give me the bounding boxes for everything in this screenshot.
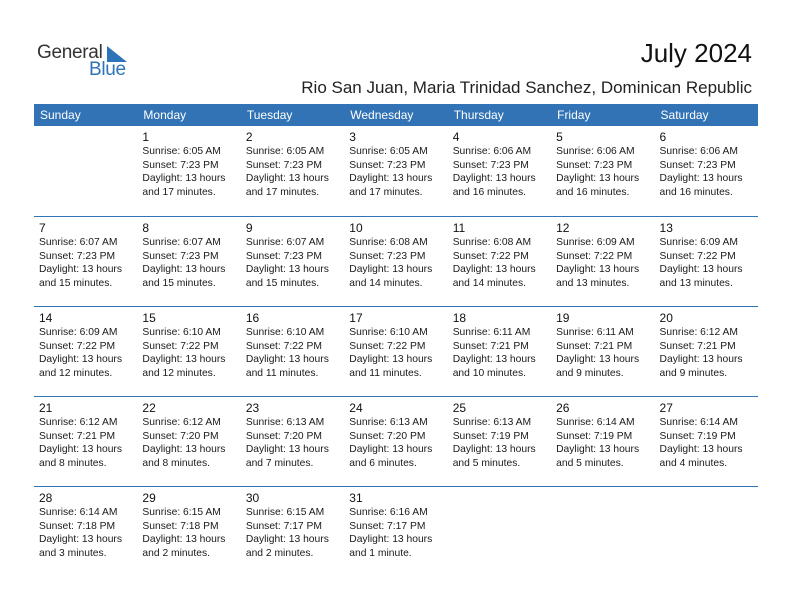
daylight-minutes-text: and 16 minutes. <box>659 186 733 198</box>
daylight-minutes-text: and 17 minutes. <box>245 186 320 198</box>
daylight-text: Daylight: 13 hours <box>349 444 433 455</box>
day-number: 8 <box>142 221 150 235</box>
sunrise-text: Sunrise: 6:10 AM <box>142 327 221 338</box>
daylight-minutes-text: and 17 minutes. <box>349 186 423 198</box>
daylight-minutes-text: and 7 minutes. <box>245 457 314 469</box>
daylight-minutes-text: and 3 minutes. <box>39 547 107 559</box>
sunrise-text: Sunrise: 6:13 AM <box>349 417 428 428</box>
day-number: 27 <box>659 401 673 415</box>
day-number: 16 <box>245 311 260 325</box>
week-row <box>34 126 758 216</box>
daylight-minutes-text: and 6 minutes. <box>349 457 417 469</box>
daylight-text: Daylight: 13 hours <box>142 173 226 184</box>
day-number: 15 <box>142 311 156 325</box>
sunset-text: Sunset: 7:23 PM <box>452 159 529 171</box>
sunset-text: Sunset: 7:23 PM <box>245 159 322 171</box>
week-row <box>34 306 758 396</box>
sunset-text: Sunset: 7:23 PM <box>142 159 219 171</box>
daylight-minutes-text: and 9 minutes. <box>659 367 728 379</box>
day-cell <box>344 217 447 306</box>
daylight-minutes-text: and 13 minutes. <box>556 277 630 289</box>
daylight-minutes-text: and 4 minutes. <box>659 457 728 469</box>
day-cell <box>137 217 240 306</box>
sunset-text: Sunset: 7:19 PM <box>556 430 633 442</box>
sunrise-text: Sunrise: 6:07 AM <box>142 237 221 248</box>
daylight-minutes-text: and 5 minutes. <box>556 457 624 469</box>
daylight-minutes-text: and 9 minutes. <box>556 367 624 379</box>
sunset-text: Sunset: 7:23 PM <box>142 250 219 262</box>
day-cell <box>655 397 758 486</box>
day-number: 24 <box>349 401 363 415</box>
sunset-text: Sunset: 7:19 PM <box>659 430 736 442</box>
daylight-minutes-text: and 12 minutes. <box>142 367 216 379</box>
daylight-minutes-text: and 15 minutes. <box>142 277 216 289</box>
weekday-header-monday: Monday <box>143 108 187 122</box>
day-number: 6 <box>659 130 667 144</box>
logo-word-blue: Blue <box>89 59 126 80</box>
day-cell <box>344 397 447 486</box>
sunset-text: Sunset: 7:18 PM <box>142 520 219 532</box>
day-number: 28 <box>39 491 53 505</box>
day-cell <box>34 307 137 396</box>
sunrise-text: Sunrise: 6:15 AM <box>245 507 325 518</box>
daylight-text: Daylight: 13 hours <box>142 534 226 545</box>
daylight-text: Daylight: 13 hours <box>556 354 640 365</box>
weekday-header-thursday: Thursday <box>453 108 504 122</box>
empty-day-cell <box>448 487 551 576</box>
day-number: 10 <box>349 221 363 235</box>
sunset-text: Sunset: 7:19 PM <box>452 430 529 442</box>
daylight-minutes-text: and 10 minutes. <box>452 367 526 379</box>
day-number: 14 <box>39 311 53 325</box>
daylight-text: Daylight: 13 hours <box>245 173 329 184</box>
sunrise-text: Sunrise: 6:08 AM <box>349 237 428 248</box>
daylight-minutes-text: and 11 minutes. <box>245 367 319 379</box>
sunset-text: Sunset: 7:20 PM <box>245 430 322 442</box>
sunset-text: Sunset: 7:23 PM <box>349 250 426 262</box>
day-cell <box>241 487 344 576</box>
calendar-grid <box>34 104 758 576</box>
sunset-text: Sunset: 7:23 PM <box>349 159 426 171</box>
weekday-header-friday: Friday <box>557 108 591 122</box>
day-number: 3 <box>349 130 356 144</box>
daylight-minutes-text: and 14 minutes. <box>349 277 423 289</box>
day-cell <box>344 487 447 576</box>
sunrise-text: Sunrise: 6:13 AM <box>452 417 532 428</box>
daylight-text: Daylight: 13 hours <box>245 444 329 455</box>
sunset-text: Sunset: 7:21 PM <box>39 430 116 442</box>
daylight-text: Daylight: 13 hours <box>142 354 226 365</box>
day-cell <box>344 307 447 396</box>
sunset-text: Sunset: 7:23 PM <box>245 250 322 262</box>
daylight-minutes-text: and 8 minutes. <box>39 457 107 469</box>
daylight-text: Daylight: 13 hours <box>142 444 226 455</box>
location-subtitle: Rio San Juan, Maria Trinidad Sanchez, Dominican Republic <box>301 78 752 97</box>
day-cell <box>448 397 551 486</box>
day-cell <box>34 397 137 486</box>
daylight-minutes-text: and 13 minutes. <box>659 277 733 289</box>
calendar-weeks <box>34 126 758 576</box>
weekday-header-sunday: Sunday <box>40 108 81 122</box>
daylight-text: Daylight: 13 hours <box>452 354 536 365</box>
daylight-text: Daylight: 13 hours <box>659 173 743 184</box>
daylight-minutes-text: and 16 minutes. <box>556 186 630 198</box>
sunrise-text: Sunrise: 6:11 AM <box>452 327 531 338</box>
sunrise-text: Sunrise: 6:14 AM <box>556 417 635 428</box>
daylight-minutes-text: and 2 minutes. <box>245 547 314 559</box>
day-cell <box>137 397 240 486</box>
sunset-text: Sunset: 7:22 PM <box>659 250 736 262</box>
sunrise-text: Sunrise: 6:13 AM <box>245 417 325 428</box>
day-cell <box>241 307 344 396</box>
empty-day-cell <box>34 126 137 216</box>
sunset-text: Sunset: 7:23 PM <box>556 159 633 171</box>
sunrise-text: Sunrise: 6:11 AM <box>556 327 634 338</box>
day-cell <box>137 307 240 396</box>
week-row <box>34 396 758 486</box>
day-number: 17 <box>349 311 363 325</box>
daylight-minutes-text: and 15 minutes. <box>245 277 320 289</box>
day-number: 30 <box>245 491 260 505</box>
sunset-text: Sunset: 7:17 PM <box>349 520 426 532</box>
day-cell <box>137 487 240 576</box>
day-number: 7 <box>39 221 46 235</box>
sunrise-text: Sunrise: 6:10 AM <box>245 327 325 338</box>
daylight-text: Daylight: 13 hours <box>349 534 433 545</box>
sunrise-text: Sunrise: 6:15 AM <box>142 507 221 518</box>
day-cell <box>137 126 240 216</box>
sunrise-text: Sunrise: 6:09 AM <box>556 237 635 248</box>
sunset-text: Sunset: 7:18 PM <box>39 520 116 532</box>
day-number: 12 <box>556 221 570 235</box>
daylight-text: Daylight: 13 hours <box>39 444 122 455</box>
sunset-text: Sunset: 7:23 PM <box>39 250 116 262</box>
daylight-text: Daylight: 13 hours <box>142 264 226 275</box>
daylight-text: Daylight: 13 hours <box>659 264 743 275</box>
daylight-text: Daylight: 13 hours <box>349 173 433 184</box>
sunset-text: Sunset: 7:22 PM <box>556 250 633 262</box>
sunset-text: Sunset: 7:21 PM <box>659 340 736 352</box>
sunrise-text: Sunrise: 6:12 AM <box>142 417 221 428</box>
day-cell <box>241 126 344 216</box>
sunrise-text: Sunrise: 6:05 AM <box>349 146 428 157</box>
day-number: 25 <box>452 401 467 415</box>
daylight-text: Daylight: 13 hours <box>452 173 536 184</box>
day-number: 31 <box>349 491 363 505</box>
day-cell <box>551 217 654 306</box>
page-title: July 2024 <box>640 38 752 68</box>
day-cell <box>241 397 344 486</box>
day-number: 1 <box>142 130 150 144</box>
sunrise-text: Sunrise: 6:10 AM <box>349 327 428 338</box>
day-cell <box>34 217 137 306</box>
weekday-header-saturday: Saturday <box>660 108 709 122</box>
daylight-text: Daylight: 13 hours <box>556 173 640 184</box>
day-number: 19 <box>556 311 570 325</box>
weekday-header-row <box>34 104 758 126</box>
daylight-minutes-text: and 15 minutes. <box>39 277 113 289</box>
week-row <box>34 216 758 306</box>
daylight-text: Daylight: 13 hours <box>659 354 743 365</box>
sunrise-text: Sunrise: 6:12 AM <box>39 417 118 428</box>
sunset-text: Sunset: 7:21 PM <box>556 340 633 352</box>
daylight-text: Daylight: 13 hours <box>245 534 329 545</box>
sunset-text: Sunset: 7:22 PM <box>142 340 219 352</box>
day-number: 20 <box>659 311 673 325</box>
week-row <box>34 486 758 576</box>
daylight-text: Daylight: 13 hours <box>349 354 433 365</box>
sunrise-text: Sunrise: 6:06 AM <box>452 146 532 157</box>
day-cell <box>241 217 344 306</box>
sunrise-text: Sunrise: 6:08 AM <box>452 237 532 248</box>
sunset-text: Sunset: 7:17 PM <box>245 520 322 532</box>
logo-word-general: General <box>37 42 103 63</box>
day-number: 2 <box>245 130 253 144</box>
day-cell <box>551 397 654 486</box>
sunrise-text: Sunrise: 6:06 AM <box>659 146 738 157</box>
sunset-text: Sunset: 7:22 PM <box>39 340 116 352</box>
daylight-minutes-text: and 14 minutes. <box>452 277 526 289</box>
daylight-text: Daylight: 13 hours <box>556 264 640 275</box>
daylight-text: Daylight: 13 hours <box>39 354 122 365</box>
day-cell <box>551 307 654 396</box>
day-number: 22 <box>142 401 156 415</box>
sunrise-text: Sunrise: 6:05 AM <box>142 146 221 157</box>
day-cell <box>551 126 654 216</box>
day-number: 4 <box>452 130 460 144</box>
empty-day-cell <box>551 487 654 576</box>
weekday-header-tuesday: Tuesday <box>246 108 293 122</box>
daylight-text: Daylight: 13 hours <box>39 264 122 275</box>
sunrise-text: Sunrise: 6:05 AM <box>245 146 325 157</box>
daylight-text: Daylight: 13 hours <box>659 444 743 455</box>
day-number: 11 <box>452 221 466 235</box>
day-cell <box>655 126 758 216</box>
day-number: 5 <box>556 130 563 144</box>
daylight-text: Daylight: 13 hours <box>245 354 329 365</box>
sunrise-text: Sunrise: 6:09 AM <box>659 237 738 248</box>
daylight-text: Daylight: 13 hours <box>452 264 536 275</box>
sunrise-text: Sunrise: 6:12 AM <box>659 327 738 338</box>
daylight-text: Daylight: 13 hours <box>39 534 122 545</box>
sunset-text: Sunset: 7:22 PM <box>349 340 426 352</box>
daylight-text: Daylight: 13 hours <box>349 264 433 275</box>
sunset-text: Sunset: 7:22 PM <box>245 340 322 352</box>
day-number: 29 <box>142 491 156 505</box>
daylight-text: Daylight: 13 hours <box>452 444 536 455</box>
sunset-text: Sunset: 7:20 PM <box>349 430 426 442</box>
sunset-text: Sunset: 7:22 PM <box>452 250 529 262</box>
daylight-minutes-text: and 12 minutes. <box>39 367 113 379</box>
day-cell <box>344 126 447 216</box>
weekday-header-wednesday: Wednesday <box>350 108 414 122</box>
sunrise-text: Sunrise: 6:14 AM <box>659 417 738 428</box>
day-number: 13 <box>659 221 673 235</box>
daylight-minutes-text: and 5 minutes. <box>452 457 521 469</box>
daylight-minutes-text: and 2 minutes. <box>142 547 210 559</box>
sunrise-text: Sunrise: 6:14 AM <box>39 507 118 518</box>
daylight-minutes-text: and 8 minutes. <box>142 457 210 469</box>
daylight-minutes-text: and 17 minutes. <box>142 186 216 198</box>
day-cell <box>448 126 551 216</box>
day-cell <box>655 217 758 306</box>
sunrise-text: Sunrise: 6:07 AM <box>245 237 325 248</box>
day-number: 18 <box>452 311 467 325</box>
sunset-text: Sunset: 7:21 PM <box>452 340 529 352</box>
sunrise-text: Sunrise: 6:16 AM <box>349 507 428 518</box>
day-number: 26 <box>556 401 570 415</box>
daylight-text: Daylight: 13 hours <box>245 264 329 275</box>
day-number: 9 <box>245 221 253 235</box>
daylight-minutes-text: and 11 minutes. <box>349 367 422 379</box>
day-cell <box>448 307 551 396</box>
day-cell <box>34 487 137 576</box>
sunrise-text: Sunrise: 6:09 AM <box>39 327 118 338</box>
empty-day-cell <box>655 487 758 576</box>
day-cell <box>448 217 551 306</box>
daylight-text: Daylight: 13 hours <box>556 444 640 455</box>
day-number: 21 <box>39 401 53 415</box>
sunset-text: Sunset: 7:20 PM <box>142 430 219 442</box>
daylight-minutes-text: and 16 minutes. <box>452 186 526 198</box>
day-number: 23 <box>245 401 260 415</box>
day-cell <box>655 307 758 396</box>
sunrise-text: Sunrise: 6:06 AM <box>556 146 635 157</box>
daylight-minutes-text: and 1 minute. <box>349 547 412 559</box>
sunrise-text: Sunrise: 6:07 AM <box>39 237 118 248</box>
sunset-text: Sunset: 7:23 PM <box>659 159 736 171</box>
